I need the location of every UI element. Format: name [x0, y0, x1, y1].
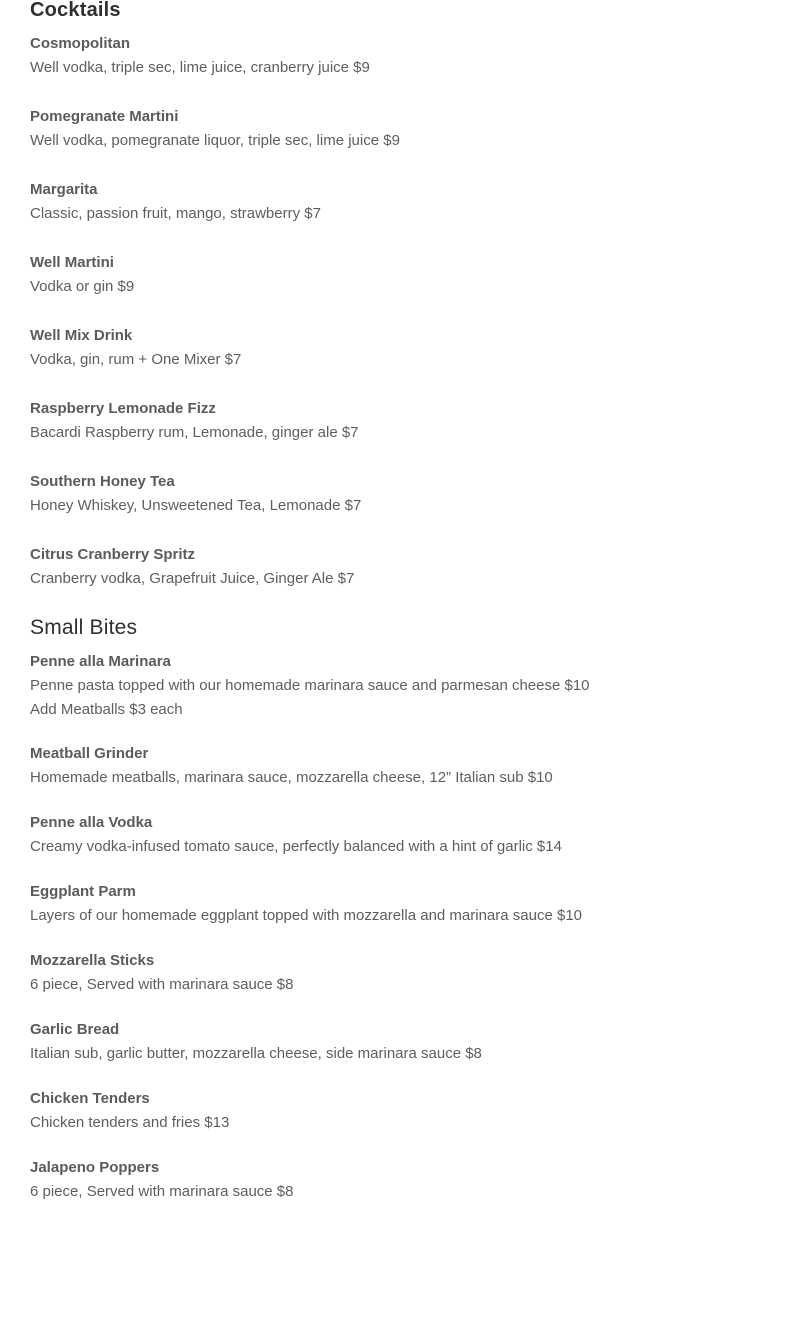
menu-item-description: 6 piece, Served with marinara sauce $8 [30, 1183, 294, 1200]
menu-item-name: Meatball Grinder [30, 745, 149, 762]
menu-item-description: Well vodka, pomegranate liquor, triple sec, lime juice $9 [30, 132, 400, 149]
menu-item-name: Well Mix Drink [30, 327, 133, 344]
small-bites-list [30, 650, 770, 1204]
menu-item [30, 949, 770, 997]
menu-item-name: Raspberry Lemonade Fizz [30, 400, 216, 417]
menu-item-name: Garlic Bread [30, 1021, 120, 1038]
menu-item-name: Penne alla Marinara [30, 653, 171, 670]
menu-item-description: Penne pasta topped with our homemade marinara sauce and parmesan cheese $10 [30, 677, 590, 694]
menu-item [30, 324, 770, 372]
menu-item [30, 1156, 770, 1204]
menu-item-name: Jalapeno Poppers [30, 1159, 160, 1176]
menu-item-description: Creamy vodka-infused tomato sauce, perfectly balanced with a hint of garlic $14 [30, 838, 562, 855]
menu-item-name: Penne alla Vodka [30, 814, 153, 831]
menu-item [30, 251, 770, 299]
menu-item-description: Vodka, gin, rum + One Mixer $7 [30, 351, 242, 368]
menu-item [30, 1018, 770, 1066]
menu-item-name: Pomegranate Martini [30, 108, 179, 125]
menu-item [30, 650, 770, 722]
menu-item [30, 178, 770, 226]
menu-item [30, 470, 770, 518]
menu-item [30, 880, 770, 928]
menu-item-name: Well Martini [30, 254, 114, 271]
menu-item-description: 6 piece, Served with marinara sauce $8 [30, 976, 294, 993]
menu-item-description: Bacardi Raspberry rum, Lemonade, ginger ale $7 [30, 424, 359, 441]
menu-item-description: Classic, passion fruit, mango, strawberry $7 [30, 205, 321, 222]
menu-item [30, 742, 770, 790]
menu-item [30, 1087, 770, 1135]
menu-item-name: Chicken Tenders [30, 1090, 150, 1107]
menu-item-description: Layers of our homemade eggplant topped with mozzarella and marinara sauce $10 [30, 907, 582, 924]
menu-item-name: Citrus Cranberry Spritz [30, 546, 196, 563]
menu-item-name: Cosmopolitan [30, 35, 130, 52]
small-bites-heading: Small Bites [30, 616, 138, 639]
menu-item-description: Honey Whiskey, Unsweetened Tea, Lemonade $7 [30, 497, 362, 514]
menu-item-description: Vodka or gin $9 [30, 278, 135, 295]
menu-item-description: Italian sub, garlic butter, mozzarella cheese, side marinara sauce $8 [30, 1045, 482, 1062]
menu-item-description: Cranberry vodka, Grapefruit Juice, Ginger Ale $7 [30, 570, 355, 587]
cocktails-heading: Cocktails [30, 0, 121, 21]
menu-item-description: Well vodka, triple sec, lime juice, cranberry juice $9 [30, 59, 370, 76]
menu-item-name: Southern Honey Tea [30, 473, 175, 490]
menu-item-description: Chicken tenders and fries $13 [30, 1114, 230, 1131]
menu-item-name: Eggplant Parm [30, 883, 136, 900]
cocktails-list [30, 32, 770, 591]
menu-item-name: Mozzarella Sticks [30, 952, 155, 969]
menu-item [30, 811, 770, 859]
menu-item-description: Homemade meatballs, marinara sauce, mozzarella cheese, 12” Italian sub $10 [30, 769, 553, 786]
menu-item-addon: Add Meatballs $3 each [30, 701, 183, 718]
menu-page [30, 0, 770, 1204]
menu-item [30, 105, 770, 153]
menu-item [30, 543, 770, 591]
menu-item [30, 32, 770, 80]
menu-item [30, 397, 770, 445]
menu-item-name: Margarita [30, 181, 98, 198]
